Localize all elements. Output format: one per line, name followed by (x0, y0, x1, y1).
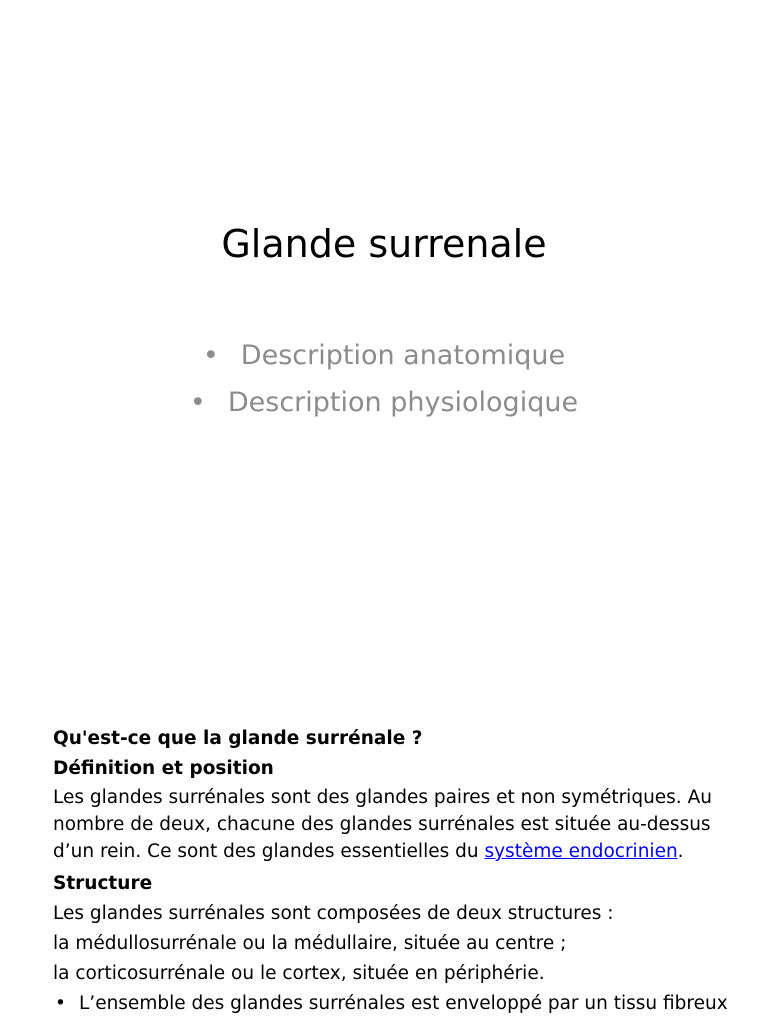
structure-item: la corticosurrénale ou le cortex, située en périphérie. (53, 963, 545, 984)
definition-text-end: . (677, 841, 684, 862)
definition-heading: Définition et position (53, 758, 274, 779)
document-body (53, 724, 733, 1019)
bullet-icon: • (55, 993, 66, 1014)
slide-bullet-item (0, 332, 768, 379)
structure-intro: Les glandes surrénales sont composées de deux structures : (53, 903, 614, 924)
endocrine-system-link[interactable]: système endocrinien (484, 841, 678, 862)
question-heading: Qu'est-ce que la glande surrénale ? (53, 728, 423, 749)
slide-title: Glande surrenale (221, 222, 547, 266)
slide-bullet-text: Description anatomique (240, 340, 566, 371)
document-bullet-item (53, 989, 733, 1019)
bullet-icon: • (189, 387, 206, 418)
bullet-icon: • (202, 340, 219, 371)
definition-text: Les glandes surrénales sont des glandes paires et non symétriques. Au nombre de deux, chacune des glandes surrénales est située au-dessus d’un rein. Ce sont des glandes essentielles du (53, 787, 712, 862)
slide-bullet-item (0, 379, 768, 426)
definition-paragraph (53, 784, 733, 865)
document-bullet-text: L’ensemble des glandes surrénales est enveloppé par un tissu fibreux (79, 993, 728, 1014)
slide-bullet-text: Description physiologique (227, 387, 579, 418)
slide-bullet-list (0, 332, 768, 426)
structure-item: la médullosurrénale ou la médullaire, située au centre ; (53, 933, 567, 954)
document-bullet-list (53, 989, 733, 1019)
structure-heading: Structure (53, 873, 153, 894)
